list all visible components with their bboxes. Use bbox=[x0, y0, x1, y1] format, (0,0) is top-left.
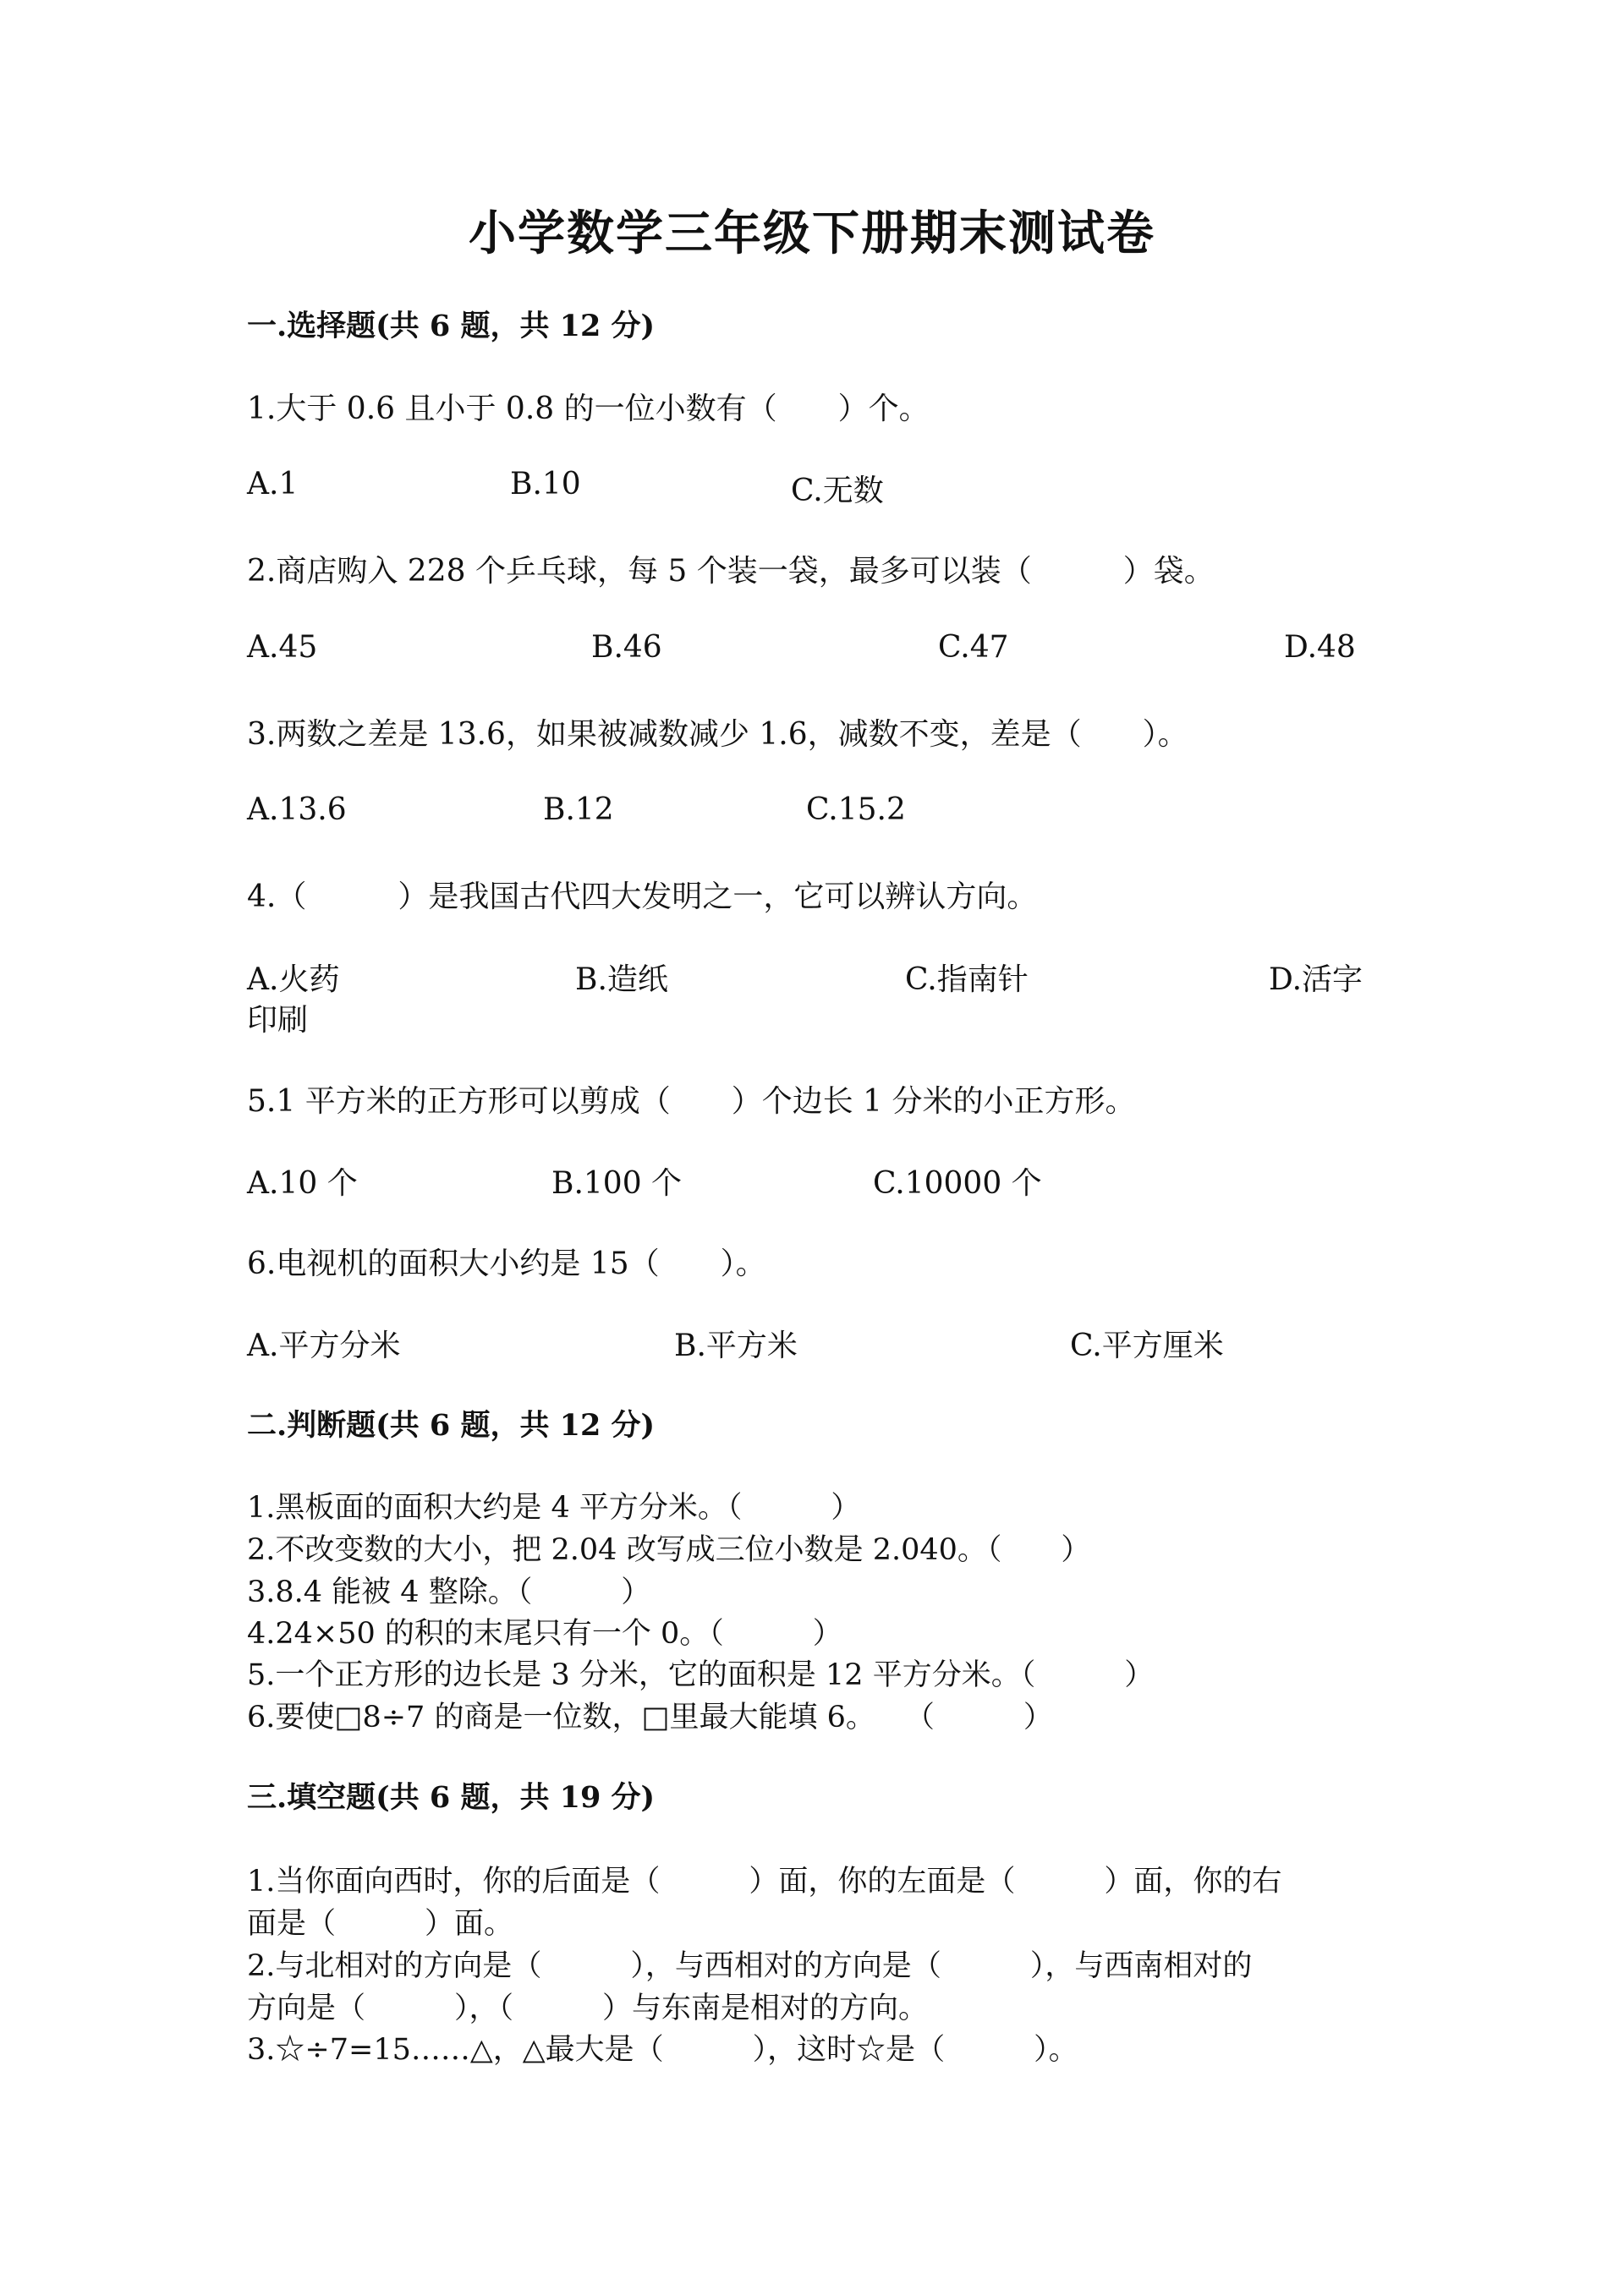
choice-question-4: 4.（ ）是我国古代四大发明之一，它可以辨认方向。 bbox=[247, 879, 1038, 914]
option-b: B.12 bbox=[543, 792, 614, 827]
option-a: A.1 bbox=[247, 467, 299, 501]
page-title: 小学数学三年级下册期末测试卷 bbox=[469, 205, 1155, 261]
option-b: B.46 bbox=[591, 630, 662, 665]
option-c: C.15.2 bbox=[806, 792, 906, 827]
section-heading-fillblank: 三.填空题(共 6 题，共 19 分) bbox=[247, 1780, 656, 1815]
option-a: A.45 bbox=[247, 630, 318, 665]
truefalse-question-3: 3.8.4 能被 4 整除。（ ） bbox=[247, 1575, 651, 1609]
truefalse-question-2: 2.不改变数的大小，把 2.04 改写成三位小数是 2.040。（ ） bbox=[247, 1533, 1091, 1567]
option-a: A.13.6 bbox=[247, 792, 347, 827]
option-c: C.47 bbox=[938, 630, 1009, 665]
option-b: B.造纸 bbox=[575, 962, 668, 997]
truefalse-question-4: 4.24×50 的积的末尾只有一个 0。（ ） bbox=[247, 1617, 842, 1651]
option-d-wrap: 印刷 bbox=[247, 1003, 309, 1038]
option-a: A.火药 bbox=[247, 962, 340, 997]
option-a: A.10 个 bbox=[247, 1166, 358, 1201]
fillblank-question-2-cont: 方向是（ ），（ ）与东南是相对的方向。 bbox=[247, 1992, 929, 2025]
option-c: C.无数 bbox=[791, 474, 884, 508]
fillblank-question-3: 3.☆÷7=15……△，△最大是（ ），这时☆是（ ）。 bbox=[247, 2033, 1078, 2067]
choice-question-6: 6.电视机的面积大小约是 15（ ）。 bbox=[247, 1247, 766, 1281]
option-a: A.平方分米 bbox=[247, 1329, 401, 1363]
fillblank-question-1-cont: 面是（ ）面。 bbox=[247, 1907, 514, 1941]
option-d: D.活字 bbox=[1269, 962, 1363, 997]
choice-question-5: 5.1 平方米的正方形可以剪成（ ）个边长 1 分米的小正方形。 bbox=[247, 1084, 1136, 1119]
option-c: C.指南针 bbox=[905, 962, 1029, 997]
truefalse-question-1: 1.黑板面的面积大约是 4 平方分米。（ ） bbox=[247, 1491, 861, 1525]
truefalse-question-6: 6.要使□8÷7 的商是一位数，□里最大能填 6。 （ ） bbox=[247, 1701, 1053, 1734]
option-c: C.10000 个 bbox=[873, 1166, 1042, 1201]
fillblank-question-1: 1.当你面向西时，你的后面是（ ）面，你的左面是（ ）面，你的右 bbox=[247, 1865, 1282, 1899]
choice-question-1: 1.大于 0.6 且小于 0.8 的一位小数有（ ）个。 bbox=[247, 392, 930, 426]
choice-question-2: 2.商店购入 228 个乒乓球，每 5 个装一袋，最多可以装（ ）袋。 bbox=[247, 554, 1215, 589]
fillblank-question-2: 2.与北相对的方向是（ ），与西相对的方向是（ ），与西南相对的 bbox=[247, 1949, 1253, 1983]
option-c: C.平方厘米 bbox=[1070, 1329, 1224, 1363]
section-heading-choice: 一.选择题(共 6 题，共 12 分) bbox=[247, 309, 656, 343]
option-d: D.48 bbox=[1284, 630, 1356, 665]
option-b: B.100 个 bbox=[551, 1166, 683, 1201]
option-b: B.平方米 bbox=[674, 1329, 798, 1363]
truefalse-question-5: 5.一个正方形的边长是 3 分米，它的面积是 12 平方分米。（ ） bbox=[247, 1658, 1155, 1692]
option-b: B.10 bbox=[510, 467, 581, 501]
choice-question-3: 3.两数之差是 13.6，如果被减数减少 1.6，减数不变，差是（ ）。 bbox=[247, 717, 1188, 752]
section-heading-truefalse: 二.判断题(共 6 题，共 12 分) bbox=[247, 1408, 656, 1443]
